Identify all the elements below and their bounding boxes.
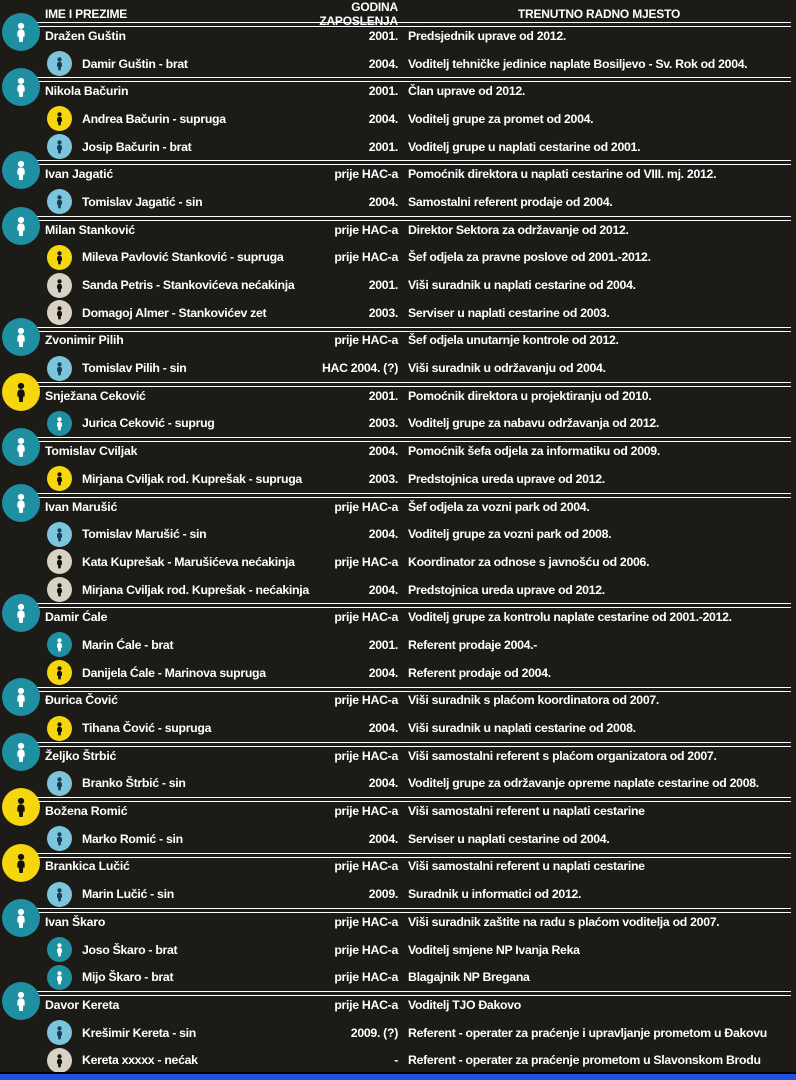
person-icon <box>47 273 72 298</box>
employee-name: Danijela Ćale - Marinova supruga <box>82 665 266 680</box>
employee-name: Damir Ćale <box>45 610 108 625</box>
employment-year: prije HAC-a <box>334 333 398 348</box>
table-row <box>0 742 796 770</box>
person-icon <box>47 632 72 657</box>
person-icon <box>2 844 40 882</box>
table-row <box>0 105 796 133</box>
current-position: Član uprave od 2012. <box>408 84 526 99</box>
table-header <box>0 0 796 28</box>
group-separator-line <box>20 216 791 221</box>
person-icon <box>47 826 72 851</box>
current-position: Serviser u naplati cestarine od 2004. <box>408 831 610 846</box>
employment-year: 2004. <box>368 776 398 791</box>
current-position: Viši samostalni referent u naplati cestarine <box>408 804 645 819</box>
name-cell <box>45 333 298 347</box>
employment-year: - <box>394 1053 398 1068</box>
employee-name: Nikola Bačurin <box>45 84 129 99</box>
employment-year: 2009. (?) <box>350 1025 398 1040</box>
employment-year: 2004. <box>368 56 398 71</box>
name-cell <box>45 998 298 1012</box>
table-row <box>0 936 796 964</box>
current-position: Pomoćnik direktora u projektiranju od 2010. <box>408 388 652 403</box>
name-cell <box>45 937 298 962</box>
current-position: Blagajnik NP Bregana <box>408 970 530 985</box>
table-row <box>0 853 796 881</box>
employee-name: Zvonimir Pilih <box>45 333 124 348</box>
table-row <box>0 244 796 272</box>
employment-year: prije HAC-a <box>334 748 398 763</box>
group-separator-line <box>20 77 791 82</box>
current-position: Viši samostalni referent u naplati cestarine <box>408 859 645 874</box>
employee-name: Joso Škaro - brat <box>82 942 178 957</box>
employee-name: Krešimir Kereta - sin <box>82 1025 196 1040</box>
employment-year: 2001. <box>368 139 398 154</box>
current-position: Pomoćnik šefa odjela za informatiku od 2009. <box>408 444 660 459</box>
name-cell <box>45 444 298 458</box>
employment-year: prije HAC-a <box>334 970 398 985</box>
name-cell <box>45 660 298 685</box>
employee-name: Snježana Ceković <box>45 388 146 403</box>
current-position: Šef odjela unutarnje kontrole od 2012. <box>408 333 619 348</box>
current-position: Viši suradnik zaštite na radu s plaćom voditelja od 2007. <box>408 914 720 929</box>
name-cell <box>45 189 298 214</box>
person-icon <box>47 549 72 574</box>
current-position: Voditelj grupe za vozni park od 2008. <box>408 527 612 542</box>
person-icon <box>47 1020 72 1045</box>
table-row <box>0 520 796 548</box>
employment-year: prije HAC-a <box>334 942 398 957</box>
table-row <box>0 437 796 465</box>
employment-year: 2003. <box>368 305 398 320</box>
employee-name: Andrea Bačurin - supruga <box>82 111 226 126</box>
current-position: Viši suradnik u naplati cestarine od 2008. <box>408 721 636 736</box>
name-cell <box>45 749 298 763</box>
person-icon <box>47 134 72 159</box>
name-cell <box>45 771 298 796</box>
person-icon <box>47 660 72 685</box>
table-row <box>0 1046 796 1074</box>
employment-year: 2004. <box>368 831 398 846</box>
column-header-year: GODINA ZAPOSLENJA <box>319 0 398 28</box>
name-cell <box>45 500 298 514</box>
table-row <box>0 908 796 936</box>
current-position: Voditelj grupe za promet od 2004. <box>408 111 594 126</box>
current-position: Pomoćnik direktora u naplati cestarine od VIII. mj. 2012. <box>408 167 717 182</box>
table-row <box>0 410 796 438</box>
employment-year: prije HAC-a <box>334 222 398 237</box>
employee-name: Marin Ćale - brat <box>82 637 174 652</box>
name-cell <box>45 356 298 381</box>
name-cell <box>45 389 298 403</box>
current-position: Voditelj grupe u naplati cestarine od 2001. <box>408 139 641 154</box>
name-cell <box>45 882 298 907</box>
column-header-name: IME I PREZIME <box>45 7 128 21</box>
table-row <box>0 133 796 161</box>
employee-name: Domagoj Almer - Stankovićev zet <box>82 305 267 320</box>
employee-name: Tomislav Pilih - sin <box>82 361 187 376</box>
employee-name: Kereta xxxxx - nećak <box>82 1053 198 1068</box>
employee-name: Mijo Škaro - brat <box>82 970 174 985</box>
employment-year: 2003. <box>368 416 398 431</box>
employee-name: Milan Stanković <box>45 222 135 237</box>
employee-name: Josip Bačurin - brat <box>82 139 192 154</box>
name-cell <box>45 273 298 298</box>
table-row <box>0 382 796 410</box>
table-row <box>0 714 796 742</box>
table-row <box>0 687 796 715</box>
name-cell <box>45 716 298 741</box>
name-cell <box>45 965 298 990</box>
person-icon <box>47 466 72 491</box>
employment-year: 2004. <box>368 111 398 126</box>
group-separator-line <box>20 742 791 747</box>
table-row <box>0 271 796 299</box>
current-position: Koordinator za odnose s javnošću od 2006. <box>408 554 650 569</box>
group-separator-line <box>20 797 791 802</box>
group-separator-line <box>20 437 791 442</box>
person-icon <box>47 937 72 962</box>
person-icon <box>47 51 72 76</box>
employment-year: prije HAC-a <box>334 499 398 514</box>
employment-year: 2004. <box>368 665 398 680</box>
employee-table-body <box>0 22 796 1074</box>
name-cell <box>45 1048 298 1073</box>
employment-year: prije HAC-a <box>334 610 398 625</box>
current-position: Voditelj smjene NP Ivanja Reka <box>408 942 580 957</box>
person-icon <box>47 577 72 602</box>
current-position: Samostalni referent prodaje od 2004. <box>408 194 613 209</box>
current-position: Direktor Sektora za održavanje od 2012. <box>408 222 629 237</box>
name-cell <box>45 51 298 76</box>
group-separator-line <box>20 603 791 608</box>
person-icon <box>2 151 40 189</box>
employment-year: prije HAC-a <box>334 804 398 819</box>
person-icon <box>47 522 72 547</box>
employment-year: 2001. <box>368 28 398 43</box>
current-position: Šef odjela za pravne poslove od 2001.-2012. <box>408 250 651 265</box>
person-icon <box>47 716 72 741</box>
table-row <box>0 160 796 188</box>
table-row <box>0 576 796 604</box>
table-row <box>0 603 796 631</box>
name-cell <box>45 693 298 707</box>
table-row <box>0 548 796 576</box>
employee-name: Mirjana Cviljak rod. Kuprešak - nećakinja <box>82 582 309 597</box>
current-position: Referent prodaje 2004.- <box>408 637 538 652</box>
table-row <box>0 825 796 853</box>
name-cell <box>45 300 298 325</box>
name-cell <box>45 1020 298 1045</box>
employment-year: HAC 2004. (?) <box>321 361 398 376</box>
person-icon <box>47 356 72 381</box>
person-icon <box>2 733 40 771</box>
name-cell <box>45 826 298 851</box>
current-position: Voditelj grupe za kontrolu naplate cestarine od 2001.-2012. <box>408 610 732 625</box>
employee-name: Božena Romić <box>45 804 128 819</box>
group-separator-line <box>20 853 791 858</box>
current-position: Suradnik u informatici od 2012. <box>408 887 582 902</box>
employment-year: 2004. <box>368 444 398 459</box>
table-row <box>0 22 796 50</box>
employee-name: Ivan Škaro <box>45 914 106 929</box>
person-icon <box>2 484 40 522</box>
current-position: Voditelj grupe za održavanje opreme naplate cestarine od 2008. <box>408 776 759 791</box>
employee-name: Sanda Petris - Stankovićeva nećakinja <box>82 278 295 293</box>
current-position: Predstojnica ureda uprave od 2012. <box>408 582 605 597</box>
name-cell <box>45 549 298 574</box>
employee-name: Tomislav Cviljak <box>45 444 138 459</box>
name-cell <box>45 915 298 929</box>
person-icon <box>47 300 72 325</box>
person-icon <box>2 68 40 106</box>
employment-year: 2004. <box>368 527 398 542</box>
table-row <box>0 991 796 1019</box>
current-position: Viši suradnik u održavanju od 2004. <box>408 361 606 376</box>
person-icon <box>47 771 72 796</box>
employee-name: Tomislav Jagatić - sin <box>82 194 203 209</box>
employee-name: Ivan Jagatić <box>45 167 114 182</box>
table-row <box>0 659 796 687</box>
table-row <box>0 493 796 521</box>
person-icon <box>2 428 40 466</box>
person-icon <box>2 788 40 826</box>
person-icon <box>47 965 72 990</box>
employment-year: 2001. <box>368 388 398 403</box>
current-position: Serviser u naplati cestarine od 2003. <box>408 305 610 320</box>
group-separator-line <box>20 327 791 332</box>
table-row <box>0 770 796 798</box>
employment-year: prije HAC-a <box>334 914 398 929</box>
person-icon <box>47 106 72 131</box>
employment-year: prije HAC-a <box>334 167 398 182</box>
employee-name: Branko Štrbić - sin <box>82 776 186 791</box>
employee-name: Kata Kuprešak - Marušićeva nećakinja <box>82 554 295 569</box>
table-row <box>0 77 796 105</box>
group-separator-line <box>20 382 791 387</box>
table-row <box>0 216 796 244</box>
current-position: Šef odjela za vozni park od 2004. <box>408 499 590 514</box>
person-icon <box>2 594 40 632</box>
name-cell <box>45 610 298 624</box>
employee-name: Jurica Ceković - suprug <box>82 416 215 431</box>
employee-name: Davor Kereta <box>45 997 120 1012</box>
current-position: Viši suradnik s plaćom koordinatora od 2007. <box>408 693 660 708</box>
name-cell <box>45 859 298 873</box>
person-icon <box>47 245 72 270</box>
employment-year: 2003. <box>368 471 398 486</box>
employee-name: Marko Romić - sin <box>82 831 183 846</box>
name-cell <box>45 167 298 181</box>
name-cell <box>45 84 298 98</box>
employment-year: prije HAC-a <box>334 859 398 874</box>
name-cell <box>45 134 298 159</box>
group-separator-line <box>20 160 791 165</box>
current-position: Referent - operater za praćenje prometom u Slavonskom Brodu <box>408 1053 761 1068</box>
table-row <box>0 1019 796 1047</box>
group-separator-line <box>20 908 791 913</box>
employee-name: Damir Guštin - brat <box>82 56 188 71</box>
table-row <box>0 797 796 825</box>
employment-year: 2009. <box>368 887 398 902</box>
current-position: Voditelj TJO Đakovo <box>408 997 521 1012</box>
employment-year: 2004. <box>368 721 398 736</box>
employment-year: prije HAC-a <box>334 997 398 1012</box>
current-position: Predsjednik uprave od 2012. <box>408 28 566 43</box>
employment-year: 2001. <box>368 278 398 293</box>
group-separator-line <box>20 22 791 27</box>
name-cell <box>45 106 298 131</box>
employee-name: Mirjana Cviljak rod. Kuprešak - supruga <box>82 471 302 486</box>
current-position: Referent prodaje od 2004. <box>408 665 551 680</box>
employment-year: 2001. <box>368 84 398 99</box>
name-cell <box>45 577 309 602</box>
employee-name: Mileva Pavlović Stanković - supruga <box>82 250 284 265</box>
employee-name: Dražen Guštin <box>45 28 126 43</box>
current-position: Voditelj grupe za nabavu održavanja od 2012. <box>408 416 660 431</box>
name-cell <box>45 632 298 657</box>
current-position: Voditelj tehničke jedinice naplate Bosiljevo - Sv. Rok od 2004. <box>408 56 748 71</box>
employee-name: Đurica Čović <box>45 693 118 708</box>
employment-year: prije HAC-a <box>334 554 398 569</box>
name-cell <box>45 466 302 491</box>
person-icon <box>47 882 72 907</box>
person-icon <box>47 411 72 436</box>
table-row <box>0 299 796 327</box>
employee-name: Ivan Marušić <box>45 499 118 514</box>
employment-year: 2004. <box>368 194 398 209</box>
table-row <box>0 963 796 991</box>
employment-year: prije HAC-a <box>334 250 398 265</box>
employee-name: Željko Štrbić <box>45 748 117 763</box>
table-row <box>0 880 796 908</box>
person-icon <box>2 373 40 411</box>
employee-name: Brankica Lučić <box>45 859 130 874</box>
group-separator-line <box>20 687 791 692</box>
employment-year: 2001. <box>368 637 398 652</box>
group-separator-line <box>20 991 791 996</box>
employment-year: prije HAC-a <box>334 693 398 708</box>
person-icon <box>2 13 40 51</box>
table-row <box>0 354 796 382</box>
table-row <box>0 465 796 493</box>
name-cell <box>45 411 298 436</box>
name-cell <box>45 245 298 270</box>
current-position: Predstojnica ureda uprave od 2012. <box>408 471 605 486</box>
person-icon <box>47 189 72 214</box>
group-separator-line <box>20 493 791 498</box>
current-position: Viši suradnik u naplati cestarine od 2004. <box>408 278 636 293</box>
name-cell <box>45 29 298 43</box>
person-icon <box>2 678 40 716</box>
table-row <box>0 631 796 659</box>
employee-name: Tomislav Marušić - sin <box>82 527 207 542</box>
person-icon <box>47 1048 72 1073</box>
name-cell <box>45 804 298 818</box>
table-row <box>0 327 796 355</box>
name-cell <box>45 223 298 237</box>
person-icon <box>2 899 40 937</box>
person-icon <box>2 207 40 245</box>
name-cell <box>45 522 298 547</box>
column-header-position: TRENUTNO RADNO MJESTO <box>517 7 681 21</box>
employment-year: 2004. <box>368 582 398 597</box>
current-position: Viši samostalni referent s plaćom organizatora od 2007. <box>408 748 717 763</box>
person-icon <box>2 982 40 1020</box>
employee-name: Tihana Čović - supruga <box>82 721 212 736</box>
person-icon <box>2 318 40 356</box>
current-position: Referent - operater za praćenje i upravljanje prometom u Đakovu <box>408 1025 767 1040</box>
bottom-accent-bar <box>0 1072 796 1080</box>
table-row <box>0 50 796 78</box>
table-row <box>0 188 796 216</box>
employee-name: Marin Lučić - sin <box>82 887 174 902</box>
